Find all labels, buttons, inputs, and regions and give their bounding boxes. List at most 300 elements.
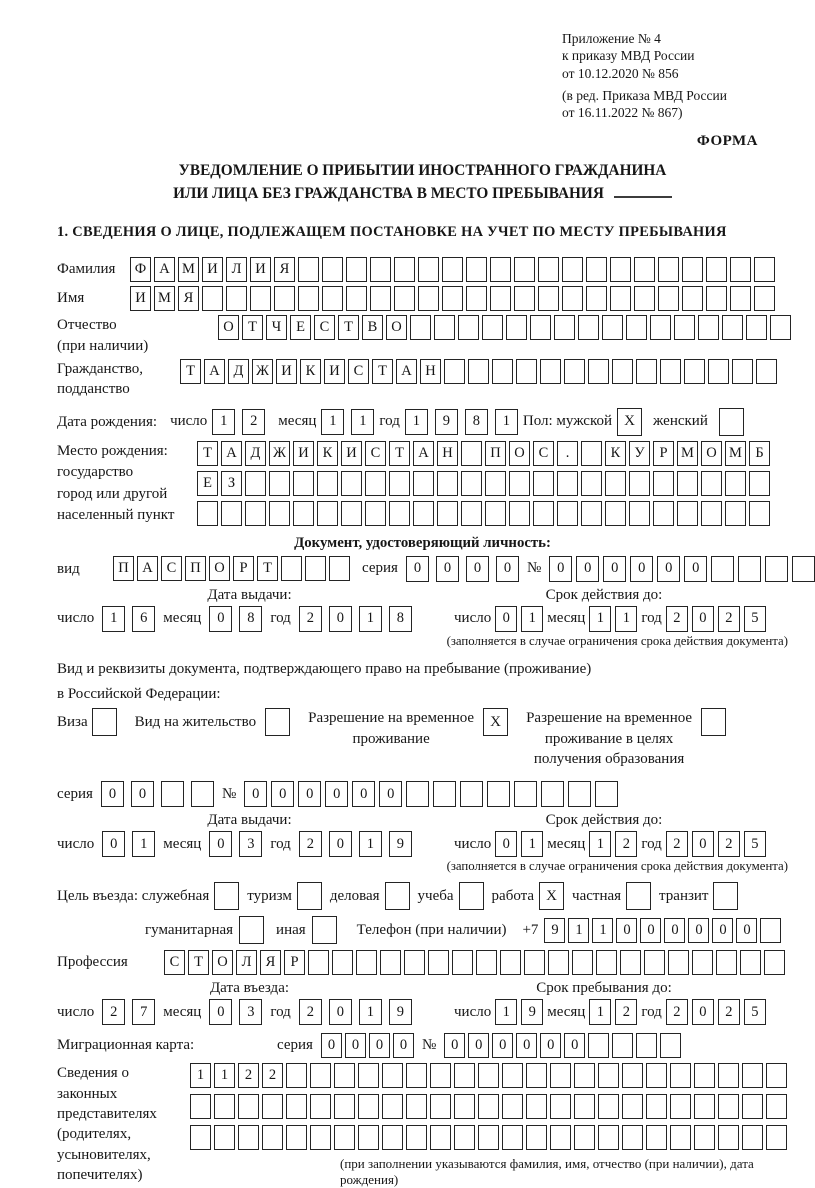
char-cell[interactable]: 0: [664, 918, 685, 943]
char-cell[interactable]: Т: [257, 556, 278, 581]
purpose-official-checkbox[interactable]: [214, 882, 239, 910]
char-cell[interactable]: 2: [615, 831, 637, 857]
char-cell[interactable]: [478, 1094, 499, 1119]
temp-permit-checkbox[interactable]: X: [483, 708, 508, 736]
char-cell[interactable]: [646, 1094, 667, 1119]
char-cell[interactable]: К: [317, 441, 338, 466]
char-cell[interactable]: З: [221, 471, 242, 496]
char-cell[interactable]: [428, 950, 449, 975]
char-cell[interactable]: [466, 257, 487, 282]
char-cell[interactable]: Ф: [130, 257, 151, 282]
char-cell[interactable]: Я: [178, 286, 199, 311]
char-cell[interactable]: 0: [630, 556, 653, 582]
char-cell[interactable]: К: [605, 441, 626, 466]
char-cell[interactable]: Ч: [266, 315, 287, 340]
char-cell[interactable]: Е: [290, 315, 311, 340]
char-cell[interactable]: [298, 286, 319, 311]
char-cell[interactable]: 1: [589, 831, 611, 857]
char-cell[interactable]: [358, 1063, 379, 1088]
char-cell[interactable]: [636, 1033, 657, 1058]
char-cell[interactable]: 0: [352, 781, 375, 807]
char-cell[interactable]: [581, 471, 602, 496]
char-cell[interactable]: [530, 315, 551, 340]
char-cell[interactable]: О: [209, 556, 230, 581]
char-cell[interactable]: [506, 315, 527, 340]
char-cell[interactable]: [454, 1094, 475, 1119]
char-cell[interactable]: М: [178, 257, 199, 282]
char-cell[interactable]: [636, 359, 657, 384]
char-cell[interactable]: 0: [640, 918, 661, 943]
char-cell[interactable]: Т: [180, 359, 201, 384]
char-cell[interactable]: А: [154, 257, 175, 282]
char-cell[interactable]: 1: [190, 1063, 211, 1088]
char-cell[interactable]: [476, 950, 497, 975]
char-cell[interactable]: [629, 471, 650, 496]
char-cell[interactable]: [586, 286, 607, 311]
char-cell[interactable]: [682, 286, 703, 311]
char-cell[interactable]: 1: [589, 999, 611, 1025]
char-cell[interactable]: [404, 950, 425, 975]
char-cell[interactable]: [742, 1125, 763, 1150]
char-cell[interactable]: [692, 950, 713, 975]
char-cell[interactable]: 0: [209, 831, 232, 857]
char-cell[interactable]: [670, 1063, 691, 1088]
char-cell[interactable]: [394, 286, 415, 311]
char-cell[interactable]: 2: [299, 999, 322, 1025]
sex-male-checkbox[interactable]: X: [617, 408, 642, 436]
char-cell[interactable]: 1: [212, 409, 235, 435]
char-cell[interactable]: [701, 501, 722, 526]
char-cell[interactable]: [626, 315, 647, 340]
char-cell[interactable]: [684, 359, 705, 384]
char-cell[interactable]: [250, 286, 271, 311]
purpose-tourism-checkbox[interactable]: [297, 882, 322, 910]
char-cell[interactable]: [574, 1063, 595, 1088]
char-cell[interactable]: Н: [437, 441, 458, 466]
char-cell[interactable]: [406, 1094, 427, 1119]
char-cell[interactable]: 1: [359, 999, 382, 1025]
char-cell[interactable]: [317, 471, 338, 496]
char-cell[interactable]: 0: [692, 606, 714, 632]
char-cell[interactable]: [634, 286, 655, 311]
char-cell[interactable]: [646, 1063, 667, 1088]
char-cell[interactable]: 0: [436, 556, 459, 582]
char-cell[interactable]: 0: [329, 831, 352, 857]
char-cell[interactable]: [581, 501, 602, 526]
char-cell[interactable]: 2: [666, 831, 688, 857]
char-cell[interactable]: М: [154, 286, 175, 311]
char-cell[interactable]: [502, 1063, 523, 1088]
char-cell[interactable]: 0: [406, 556, 429, 582]
char-cell[interactable]: И: [341, 441, 362, 466]
char-cell[interactable]: Т: [372, 359, 393, 384]
char-cell[interactable]: [596, 950, 617, 975]
char-cell[interactable]: А: [137, 556, 158, 581]
char-cell[interactable]: [380, 950, 401, 975]
char-cell[interactable]: [646, 1125, 667, 1150]
char-cell[interactable]: [262, 1094, 283, 1119]
char-cell[interactable]: 0: [657, 556, 680, 582]
purpose-study-checkbox[interactable]: [459, 882, 484, 910]
char-cell[interactable]: [730, 257, 751, 282]
char-cell[interactable]: А: [396, 359, 417, 384]
char-cell[interactable]: 0: [684, 556, 707, 582]
char-cell[interactable]: 1: [495, 999, 517, 1025]
char-cell[interactable]: [468, 359, 489, 384]
char-cell[interactable]: [620, 950, 641, 975]
char-cell[interactable]: [766, 1063, 787, 1088]
char-cell[interactable]: [588, 359, 609, 384]
char-cell[interactable]: А: [413, 441, 434, 466]
char-cell[interactable]: [460, 781, 483, 807]
char-cell[interactable]: [437, 471, 458, 496]
char-cell[interactable]: [766, 1094, 787, 1119]
char-cell[interactable]: [332, 950, 353, 975]
char-cell[interactable]: 0: [321, 1033, 342, 1058]
char-cell[interactable]: Р: [653, 441, 674, 466]
char-cell[interactable]: [557, 471, 578, 496]
char-cell[interactable]: [653, 471, 674, 496]
char-cell[interactable]: [746, 315, 767, 340]
char-cell[interactable]: [293, 471, 314, 496]
char-cell[interactable]: В: [362, 315, 383, 340]
char-cell[interactable]: Ж: [252, 359, 273, 384]
char-cell[interactable]: [444, 359, 465, 384]
char-cell[interactable]: [706, 257, 727, 282]
char-cell[interactable]: [394, 257, 415, 282]
char-cell[interactable]: И: [324, 359, 345, 384]
char-cell[interactable]: [358, 1125, 379, 1150]
char-cell[interactable]: [490, 257, 511, 282]
char-cell[interactable]: [502, 1094, 523, 1119]
char-cell[interactable]: И: [276, 359, 297, 384]
char-cell[interactable]: М: [725, 441, 746, 466]
char-cell[interactable]: [269, 501, 290, 526]
char-cell[interactable]: [650, 315, 671, 340]
char-cell[interactable]: П: [185, 556, 206, 581]
char-cell[interactable]: [310, 1125, 331, 1150]
char-cell[interactable]: 8: [465, 409, 488, 435]
char-cell[interactable]: [406, 1125, 427, 1150]
char-cell[interactable]: [413, 501, 434, 526]
char-cell[interactable]: [610, 286, 631, 311]
char-cell[interactable]: [430, 1125, 451, 1150]
char-cell[interactable]: [454, 1125, 475, 1150]
char-cell[interactable]: [766, 1125, 787, 1150]
sex-female-checkbox[interactable]: [719, 408, 744, 436]
char-cell[interactable]: О: [509, 441, 530, 466]
char-cell[interactable]: С: [348, 359, 369, 384]
char-cell[interactable]: 2: [238, 1063, 259, 1088]
char-cell[interactable]: [382, 1063, 403, 1088]
char-cell[interactable]: [792, 556, 815, 582]
char-cell[interactable]: Я: [260, 950, 281, 975]
char-cell[interactable]: [509, 471, 530, 496]
char-cell[interactable]: [588, 1033, 609, 1058]
char-cell[interactable]: У: [629, 441, 650, 466]
char-cell[interactable]: К: [300, 359, 321, 384]
char-cell[interactable]: Р: [284, 950, 305, 975]
char-cell[interactable]: [310, 1063, 331, 1088]
char-cell[interactable]: 0: [466, 556, 489, 582]
char-cell[interactable]: 1: [102, 606, 125, 632]
char-cell[interactable]: [708, 359, 729, 384]
char-cell[interactable]: О: [212, 950, 233, 975]
char-cell[interactable]: 2: [718, 999, 740, 1025]
char-cell[interactable]: [190, 1125, 211, 1150]
char-cell[interactable]: Н: [420, 359, 441, 384]
char-cell[interactable]: [677, 501, 698, 526]
char-cell[interactable]: [725, 501, 746, 526]
char-cell[interactable]: [602, 315, 623, 340]
char-cell[interactable]: [433, 781, 456, 807]
char-cell[interactable]: [526, 1094, 547, 1119]
char-cell[interactable]: 0: [102, 831, 125, 857]
char-cell[interactable]: [226, 286, 247, 311]
char-cell[interactable]: 1: [405, 409, 428, 435]
char-cell[interactable]: [756, 359, 777, 384]
char-cell[interactable]: О: [218, 315, 239, 340]
char-cell[interactable]: [722, 315, 743, 340]
char-cell[interactable]: [550, 1125, 571, 1150]
char-cell[interactable]: 1: [589, 606, 611, 632]
char-cell[interactable]: 7: [132, 999, 155, 1025]
purpose-humanitarian-checkbox[interactable]: [239, 916, 264, 944]
char-cell[interactable]: 0: [492, 1033, 513, 1058]
char-cell[interactable]: [308, 950, 329, 975]
char-cell[interactable]: [742, 1063, 763, 1088]
char-cell[interactable]: 0: [688, 918, 709, 943]
char-cell[interactable]: [660, 359, 681, 384]
char-cell[interactable]: [622, 1063, 643, 1088]
char-cell[interactable]: [245, 471, 266, 496]
char-cell[interactable]: [214, 1125, 235, 1150]
char-cell[interactable]: 0: [468, 1033, 489, 1058]
char-cell[interactable]: [718, 1063, 739, 1088]
char-cell[interactable]: Я: [274, 257, 295, 282]
char-cell[interactable]: 2: [102, 999, 125, 1025]
char-cell[interactable]: [502, 1125, 523, 1150]
char-cell[interactable]: [524, 950, 545, 975]
char-cell[interactable]: [644, 950, 665, 975]
char-cell[interactable]: [365, 471, 386, 496]
char-cell[interactable]: Л: [226, 257, 247, 282]
char-cell[interactable]: 2: [299, 606, 322, 632]
char-cell[interactable]: 0: [444, 1033, 465, 1058]
char-cell[interactable]: 0: [549, 556, 572, 582]
char-cell[interactable]: [452, 950, 473, 975]
char-cell[interactable]: [718, 1125, 739, 1150]
char-cell[interactable]: [389, 501, 410, 526]
char-cell[interactable]: 0: [712, 918, 733, 943]
residence-permit-checkbox[interactable]: [265, 708, 290, 736]
char-cell[interactable]: [461, 501, 482, 526]
char-cell[interactable]: [238, 1125, 259, 1150]
char-cell[interactable]: 1: [521, 606, 543, 632]
char-cell[interactable]: [578, 315, 599, 340]
char-cell[interactable]: 3: [239, 999, 262, 1025]
char-cell[interactable]: [298, 257, 319, 282]
char-cell[interactable]: И: [293, 441, 314, 466]
char-cell[interactable]: [334, 1094, 355, 1119]
char-cell[interactable]: [274, 286, 295, 311]
char-cell[interactable]: 2: [615, 999, 637, 1025]
char-cell[interactable]: [214, 1094, 235, 1119]
purpose-private-checkbox[interactable]: [626, 882, 651, 910]
char-cell[interactable]: [526, 1125, 547, 1150]
char-cell[interactable]: 0: [329, 999, 352, 1025]
char-cell[interactable]: 2: [242, 409, 265, 435]
char-cell[interactable]: 0: [692, 999, 714, 1025]
char-cell[interactable]: [281, 556, 302, 581]
char-cell[interactable]: Т: [242, 315, 263, 340]
char-cell[interactable]: [190, 1094, 211, 1119]
char-cell[interactable]: [698, 315, 719, 340]
char-cell[interactable]: [574, 1094, 595, 1119]
char-cell[interactable]: [492, 359, 513, 384]
char-cell[interactable]: 2: [666, 606, 688, 632]
char-cell[interactable]: [557, 501, 578, 526]
char-cell[interactable]: [461, 441, 482, 466]
char-cell[interactable]: Ж: [269, 441, 290, 466]
char-cell[interactable]: [622, 1094, 643, 1119]
char-cell[interactable]: И: [250, 257, 271, 282]
char-cell[interactable]: Д: [228, 359, 249, 384]
char-cell[interactable]: [548, 950, 569, 975]
char-cell[interactable]: [562, 257, 583, 282]
char-cell[interactable]: 0: [603, 556, 626, 582]
char-cell[interactable]: [612, 1033, 633, 1058]
char-cell[interactable]: [598, 1094, 619, 1119]
char-cell[interactable]: [286, 1125, 307, 1150]
char-cell[interactable]: [382, 1094, 403, 1119]
char-cell[interactable]: [725, 471, 746, 496]
char-cell[interactable]: [487, 781, 510, 807]
char-cell[interactable]: [764, 950, 785, 975]
char-cell[interactable]: 0: [329, 606, 352, 632]
char-cell[interactable]: 0: [345, 1033, 366, 1058]
char-cell[interactable]: [516, 359, 537, 384]
char-cell[interactable]: [418, 257, 439, 282]
char-cell[interactable]: [682, 257, 703, 282]
char-cell[interactable]: Д: [245, 441, 266, 466]
char-cell[interactable]: Р: [233, 556, 254, 581]
char-cell[interactable]: О: [701, 441, 722, 466]
char-cell[interactable]: [322, 257, 343, 282]
char-cell[interactable]: С: [164, 950, 185, 975]
char-cell[interactable]: А: [204, 359, 225, 384]
char-cell[interactable]: [406, 1063, 427, 1088]
char-cell[interactable]: Б: [749, 441, 770, 466]
char-cell[interactable]: [509, 501, 530, 526]
char-cell[interactable]: [365, 501, 386, 526]
char-cell[interactable]: [305, 556, 326, 581]
char-cell[interactable]: [634, 257, 655, 282]
char-cell[interactable]: [478, 1125, 499, 1150]
char-cell[interactable]: [526, 1063, 547, 1088]
char-cell[interactable]: [550, 1063, 571, 1088]
char-cell[interactable]: 5: [744, 606, 766, 632]
char-cell[interactable]: [406, 781, 429, 807]
char-cell[interactable]: [430, 1094, 451, 1119]
char-cell[interactable]: 9: [521, 999, 543, 1025]
char-cell[interactable]: Т: [188, 950, 209, 975]
char-cell[interactable]: [356, 950, 377, 975]
char-cell[interactable]: 0: [369, 1033, 390, 1058]
char-cell[interactable]: [718, 1094, 739, 1119]
char-cell[interactable]: [370, 257, 391, 282]
char-cell[interactable]: [442, 257, 463, 282]
char-cell[interactable]: [221, 501, 242, 526]
char-cell[interactable]: 0: [495, 831, 517, 857]
purpose-transit-checkbox[interactable]: [713, 882, 738, 910]
char-cell[interactable]: [629, 501, 650, 526]
char-cell[interactable]: 2: [666, 999, 688, 1025]
char-cell[interactable]: [410, 315, 431, 340]
char-cell[interactable]: [674, 315, 695, 340]
char-cell[interactable]: 0: [244, 781, 267, 807]
char-cell[interactable]: 0: [379, 781, 402, 807]
char-cell[interactable]: 0: [516, 1033, 537, 1058]
char-cell[interactable]: 0: [209, 999, 232, 1025]
char-cell[interactable]: 0: [540, 1033, 561, 1058]
char-cell[interactable]: [706, 286, 727, 311]
char-cell[interactable]: [346, 257, 367, 282]
char-cell[interactable]: 9: [389, 999, 412, 1025]
char-cell[interactable]: С: [161, 556, 182, 581]
char-cell[interactable]: 0: [564, 1033, 585, 1058]
char-cell[interactable]: [500, 950, 521, 975]
temp-permit-edu-checkbox[interactable]: [701, 708, 726, 736]
char-cell[interactable]: 1: [359, 831, 382, 857]
char-cell[interactable]: [238, 1094, 259, 1119]
char-cell[interactable]: Т: [389, 441, 410, 466]
char-cell[interactable]: [514, 257, 535, 282]
char-cell[interactable]: [754, 286, 775, 311]
char-cell[interactable]: [514, 286, 535, 311]
char-cell[interactable]: 6: [132, 606, 155, 632]
char-cell[interactable]: [358, 1094, 379, 1119]
char-cell[interactable]: 0: [325, 781, 348, 807]
char-cell[interactable]: [322, 286, 343, 311]
char-cell[interactable]: [550, 1094, 571, 1119]
char-cell[interactable]: 9: [544, 918, 565, 943]
char-cell[interactable]: [598, 1063, 619, 1088]
char-cell[interactable]: [478, 1063, 499, 1088]
char-cell[interactable]: [286, 1063, 307, 1088]
char-cell[interactable]: О: [386, 315, 407, 340]
char-cell[interactable]: 1: [495, 409, 518, 435]
char-cell[interactable]: И: [130, 286, 151, 311]
char-cell[interactable]: [754, 257, 775, 282]
purpose-other-checkbox[interactable]: [312, 916, 337, 944]
char-cell[interactable]: [595, 781, 618, 807]
char-cell[interactable]: 5: [744, 831, 766, 857]
char-cell[interactable]: [740, 950, 761, 975]
char-cell[interactable]: [191, 781, 214, 807]
purpose-work-checkbox[interactable]: X: [539, 882, 564, 910]
char-cell[interactable]: [389, 471, 410, 496]
char-cell[interactable]: [341, 471, 362, 496]
char-cell[interactable]: [437, 501, 458, 526]
char-cell[interactable]: И: [202, 257, 223, 282]
char-cell[interactable]: 1: [568, 918, 589, 943]
char-cell[interactable]: [197, 501, 218, 526]
char-cell[interactable]: [677, 471, 698, 496]
char-cell[interactable]: [269, 471, 290, 496]
char-cell[interactable]: 0: [209, 606, 232, 632]
char-cell[interactable]: [533, 471, 554, 496]
